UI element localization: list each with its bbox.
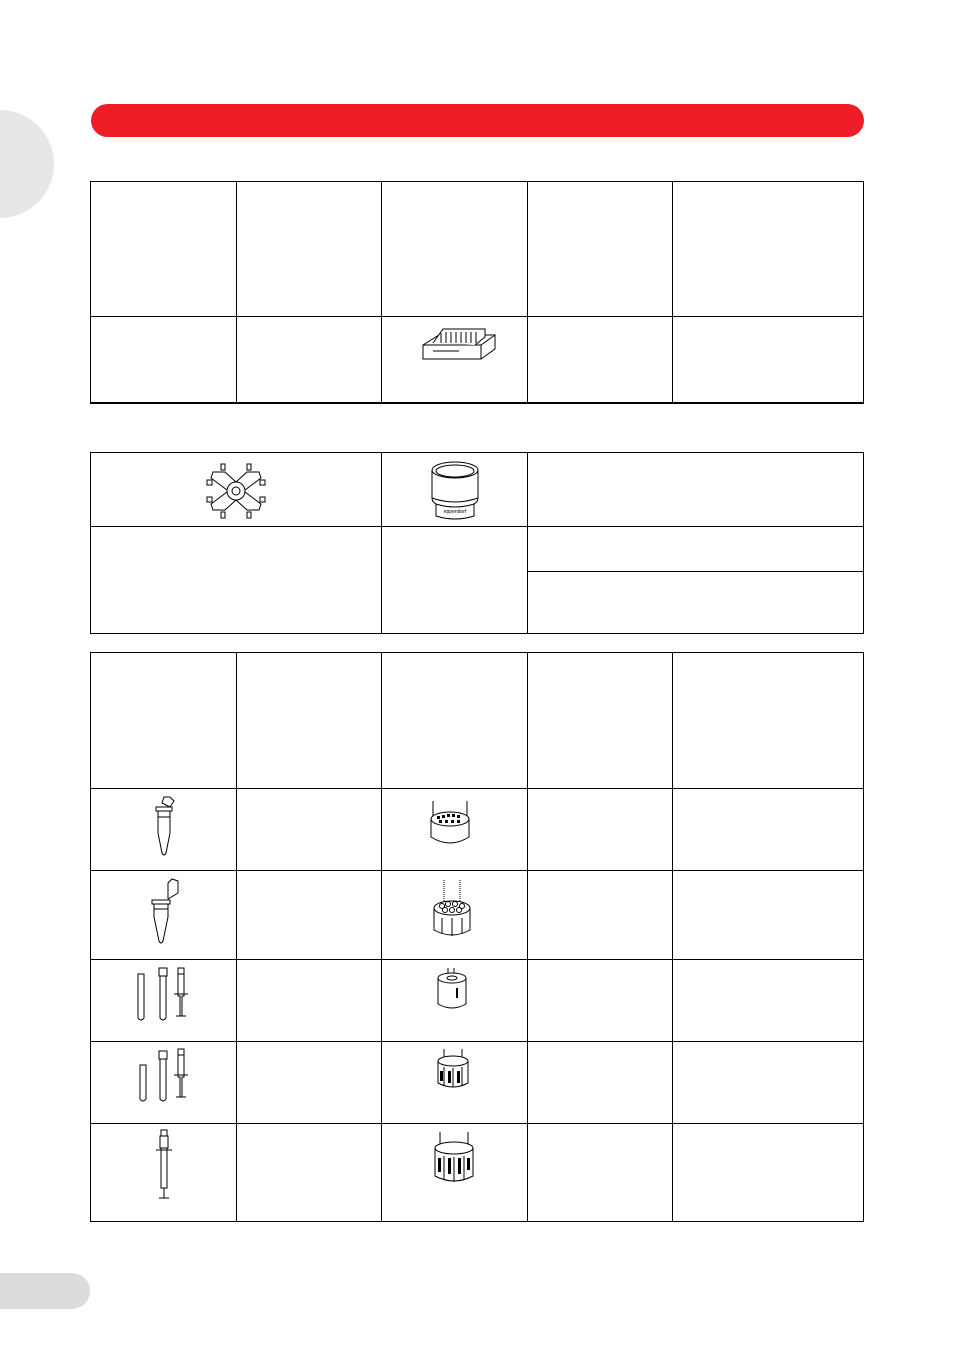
table-3-cell — [527, 959, 673, 1042]
chapter-tab — [0, 110, 54, 218]
plate-block-adapter-icon — [419, 323, 499, 363]
table-3-header-cell — [236, 652, 382, 789]
table-3-cell — [527, 1123, 673, 1222]
table-3-cell — [672, 1123, 864, 1222]
svg-text:eppendorf: eppendorf — [443, 509, 467, 515]
page-number-tab — [0, 1273, 90, 1309]
table-3-cell — [672, 870, 864, 960]
table-1-header-cell — [90, 181, 237, 317]
table-1-header-cell — [381, 181, 528, 317]
table-3-header-cell — [672, 652, 864, 789]
table-1-header-cell — [236, 181, 382, 317]
table-3-cell — [527, 788, 673, 871]
table-3-header-cell — [381, 652, 528, 789]
adapter-9-place-icon — [430, 878, 474, 940]
micro-tube-5ml-icon — [146, 877, 184, 947]
round-bucket-icon — [428, 458, 482, 522]
table-3-cell — [672, 959, 864, 1042]
table-3-cell — [236, 1123, 382, 1222]
table-1-header-cell — [527, 181, 673, 317]
swing-bucket-rotor-icon — [205, 460, 267, 522]
table-1-header-cell — [672, 181, 864, 317]
table-2-cell — [527, 452, 864, 527]
table-3-cell — [236, 959, 382, 1042]
adapter-8-place-icon — [434, 1047, 472, 1091]
table-3-cell — [236, 870, 382, 960]
adapter-large-icon — [432, 1130, 476, 1186]
adapter-single-icon — [434, 966, 470, 1012]
table-1-cell — [90, 316, 237, 404]
adapter-14-place-icon — [425, 797, 475, 849]
table-3-cell — [672, 1041, 864, 1124]
table-3-header-cell — [527, 652, 673, 789]
table-1-cell — [672, 316, 864, 404]
tubes-group-b-icon — [132, 1047, 196, 1107]
table-3-cell — [527, 870, 673, 960]
table-2-cell — [527, 526, 864, 572]
table-3-cell — [672, 788, 864, 871]
table-1-cell — [236, 316, 382, 404]
table-2-cell — [381, 526, 528, 634]
table-3-cell — [236, 1041, 382, 1124]
table-1-rule — [90, 402, 864, 404]
table-3-cell — [527, 1041, 673, 1124]
micro-tube-15ml-icon — [148, 795, 180, 859]
long-tube-icon — [150, 1128, 178, 1200]
table-3-cell — [236, 788, 382, 871]
section-header-bar — [91, 104, 864, 137]
table-2-cell — [527, 571, 864, 634]
tubes-group-a-icon — [132, 966, 196, 1026]
table-3-header-cell — [90, 652, 237, 789]
table-2-cell — [90, 526, 382, 634]
table-1-cell — [527, 316, 673, 404]
